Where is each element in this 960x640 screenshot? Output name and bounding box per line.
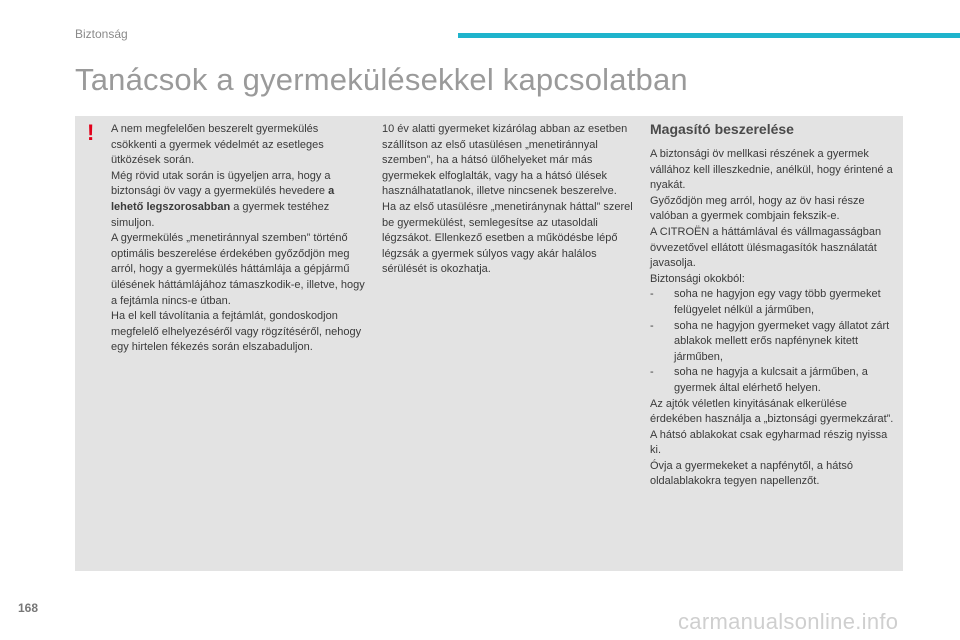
paragraph: A CITROËN a háttámlával és vállmagasságban övvezetővel ellátott ülésmagasítók használatát javasolja. <box>650 225 882 270</box>
exclamation-icon: ! <box>87 120 95 145</box>
paragraph: Ha el kell távolítania a fejtámlát, gondoskodjon megfelelő elhelyezéséről vagy rögzítéséről, nehogy egy hirtelen fékezés során elszabaduljon. <box>111 310 362 354</box>
paragraph: 10 év alatti gyermeket kizárólag abban az esetben szállítson az első utasülésen „menetiránnyal szemben”, ha a hátsó ülőhelyeket már más gyermekek elfoglalták, vagy ha a hátsó ülések használhatatlanok, illetve nincsenek beszerelve. <box>382 123 628 198</box>
watermark-text: carmanualsonline.info <box>678 609 899 634</box>
text-span: Még rövid utak során is ügyeljen arra, hogy a biztonsági öv vagy a gyermekülés hevedere <box>111 169 331 198</box>
page-title: Tanácsok a gyermekülésekkel kapcsolatban <box>75 62 688 97</box>
list-item-text: soha ne hagyjon gyermeket vagy állatot zárt ablakok mellett erős napfénynek kitett járműben, <box>674 319 890 363</box>
list-item-text: soha ne hagyja a kulcsait a járműben, a gyermek által elérhető helyen. <box>674 366 868 394</box>
paragraph: Biztonsági okokból: <box>650 272 745 285</box>
paragraph <box>111 169 367 231</box>
dash-marker: - <box>650 366 654 379</box>
header-accent-bar <box>458 33 960 38</box>
paragraph: A gyermekülés „menetiránnyal szemben” történő optimális beszerelése érdekében győződjön meg arról, hogy a gyermekülés háttámlája a gépjármű ülésének háttámlájához támaszkodik-e, illetve, hogy a fejtámla nincs-e útban. <box>111 232 365 307</box>
emphasis-text: a lehető legszorosabban <box>111 185 335 213</box>
list-item <box>650 319 900 366</box>
section-heading: Magasító beszerelése <box>650 121 794 137</box>
page-number: 168 <box>18 601 39 615</box>
paragraph: A hátsó ablakokat csak egyharmad részig nyissa ki. <box>650 428 888 457</box>
text-span: a gyermek testéhez simuljon. <box>111 200 330 229</box>
paragraph: A biztonsági öv mellkasi részének a gyermek vállához kell illeszkednie, anélkül, hogy érintené a nyakát. <box>650 148 893 192</box>
paragraph: Győződjön meg arról, hogy az öv hasi része valóban a gyermek combjain fekszik-e. <box>650 194 865 223</box>
section-label: Biztonság <box>75 27 128 41</box>
paragraph: Az ajtók véletlen kinyitásának elkerülése érdekében használja a „biztonsági gyermekzárat”. <box>650 397 894 426</box>
warning-column <box>111 122 367 356</box>
list-item-text: soha ne hagyjon egy vagy több gyermeket felügyelet nélkül a járműben, <box>674 288 881 316</box>
dash-marker: - <box>650 319 654 332</box>
dash-marker: - <box>650 288 654 301</box>
list-item <box>650 287 900 318</box>
paragraph: A nem megfelelően beszerelt gyermekülés csökkenti a gyermek védelmét az esetleges ütközések során. <box>111 123 324 167</box>
paragraph: Óvja a gyermekeket a napfénytől, a hátsó oldalablakokra tegyen napellenzőt. <box>650 459 854 488</box>
booster-column <box>650 120 900 490</box>
paragraph: Ha az első utasülésre „menetiránynak háttal” szerel be gyermekülést, semlegesítse az utasoldali légzsákot. Ellenkező esetben a működésbe lépő légzsák a gyermek súlyos vagy akár halálos sérülését is okozhatja. <box>382 200 633 276</box>
front-seat-column <box>382 122 634 278</box>
list-item <box>650 365 900 396</box>
